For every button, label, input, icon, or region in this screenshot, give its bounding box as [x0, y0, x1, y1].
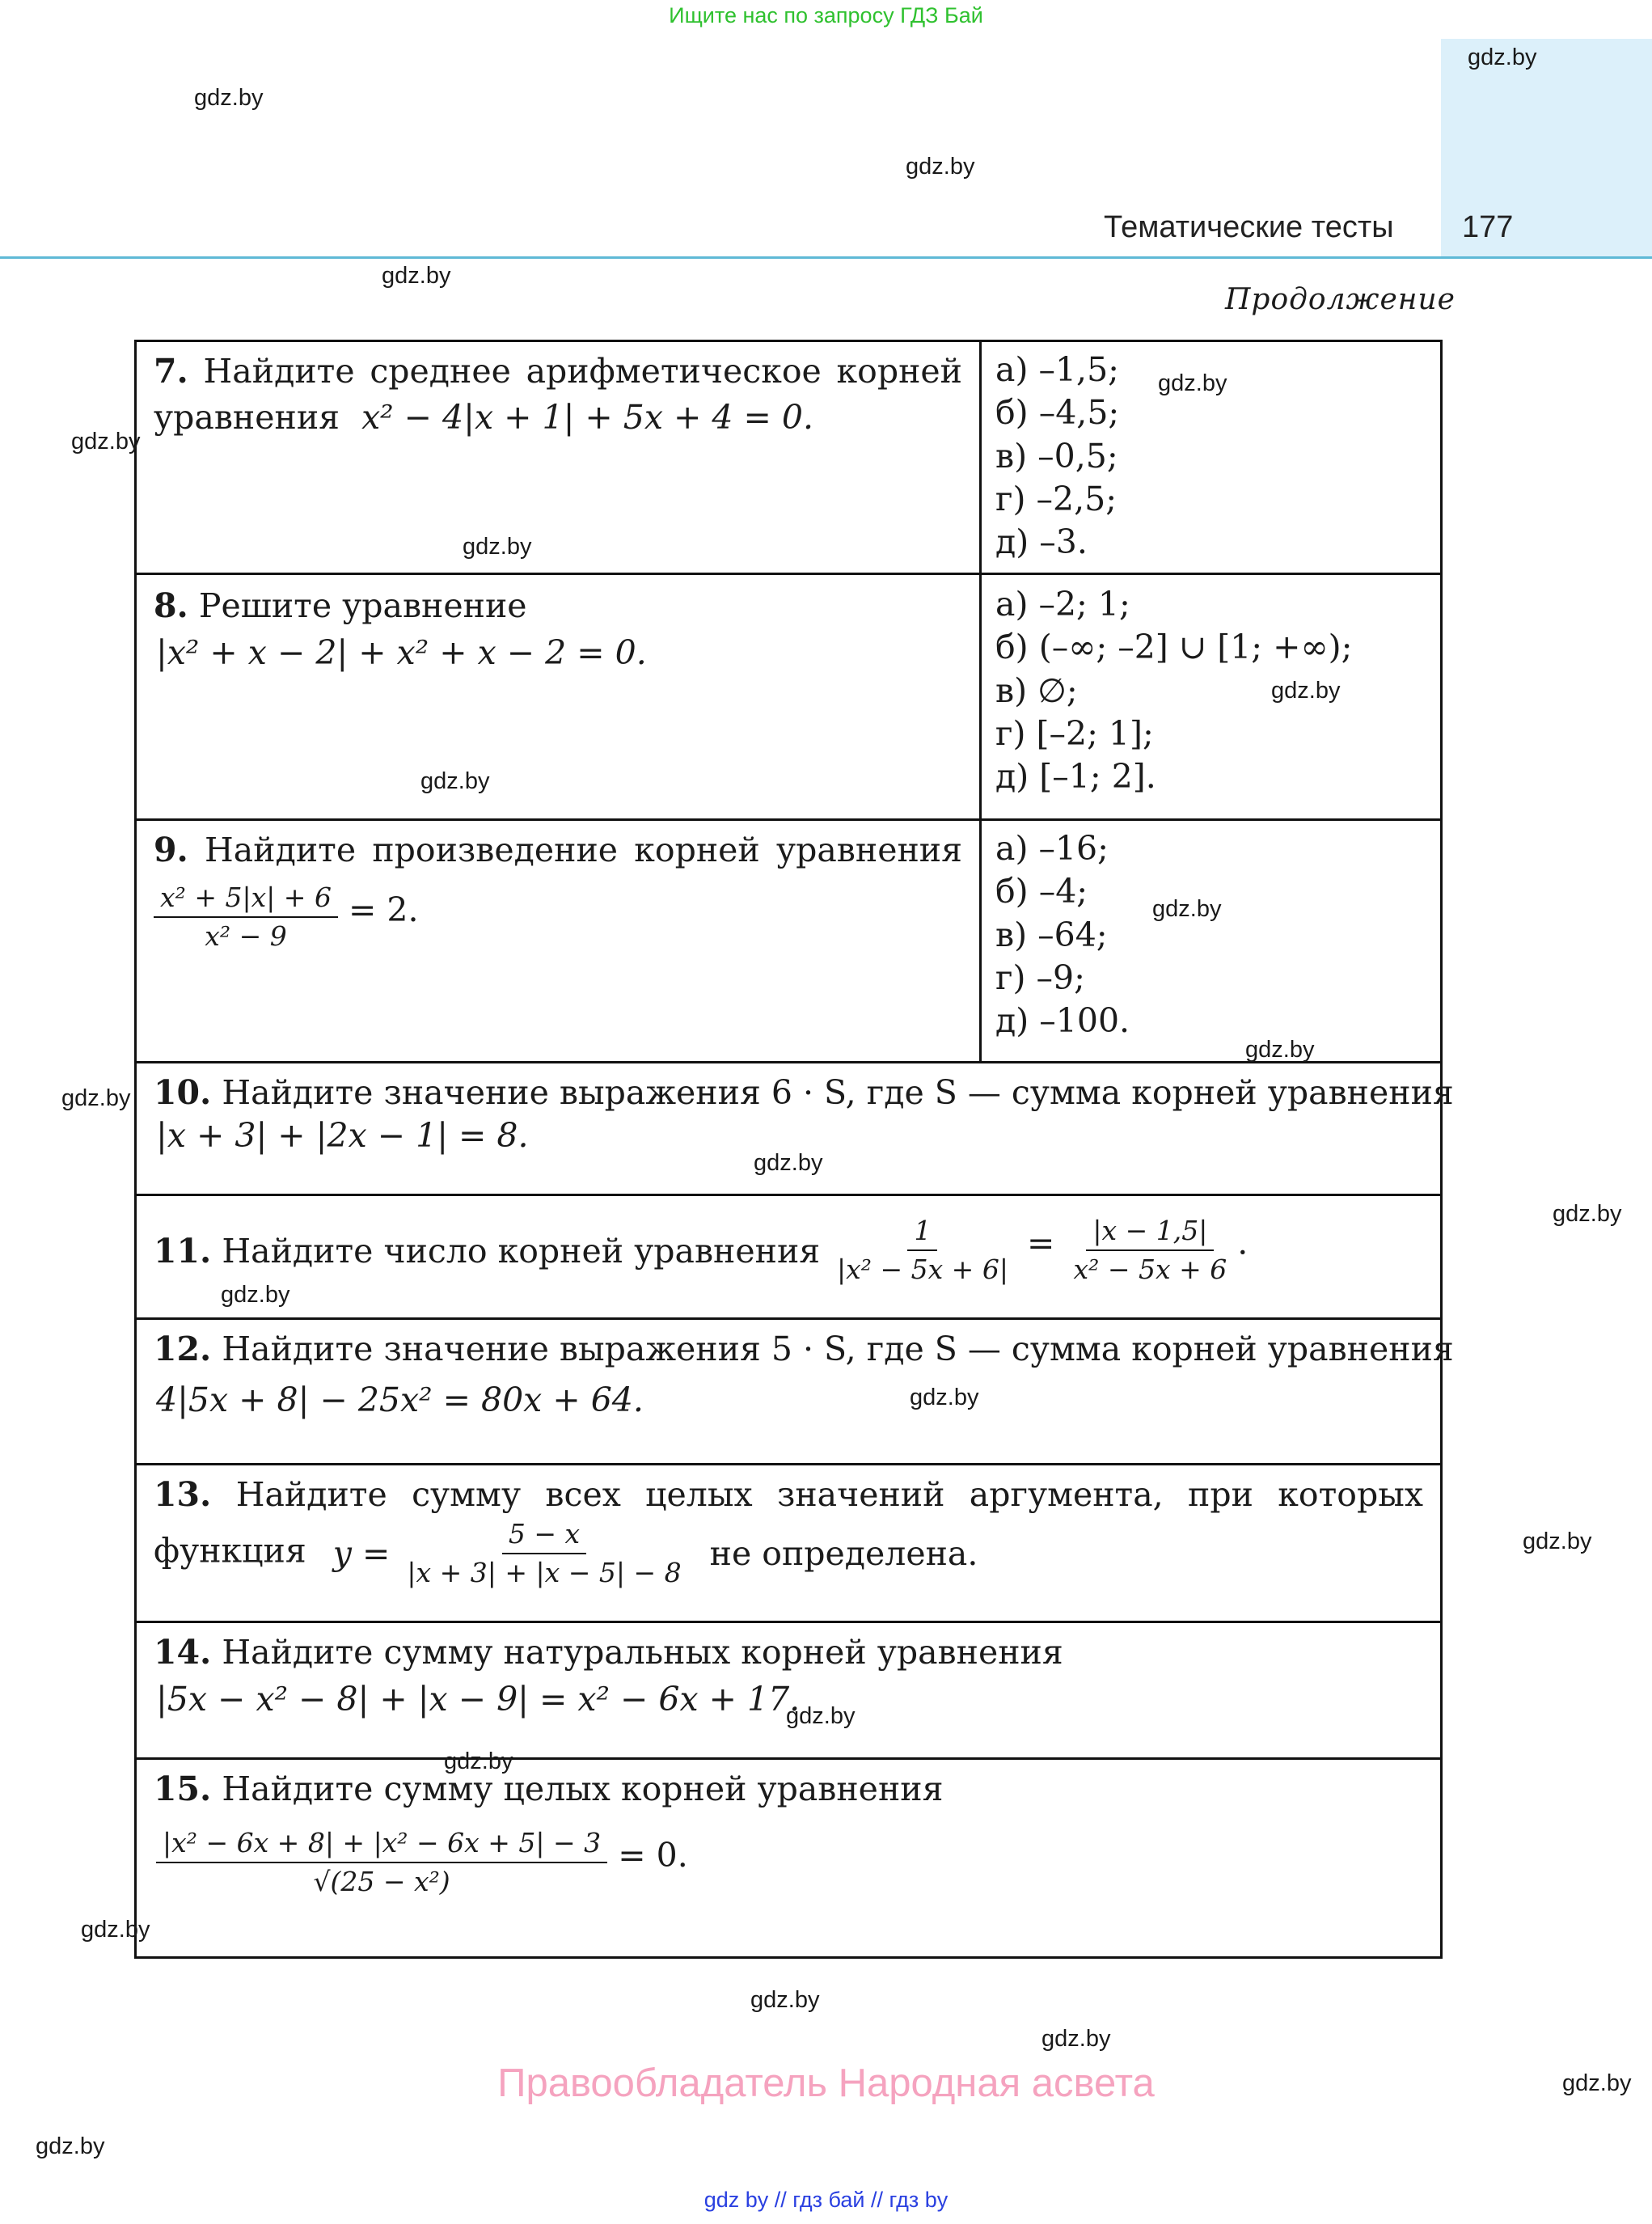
task-15 [137, 1760, 1440, 1958]
task-11 [137, 1196, 1440, 1317]
equation: x² − 4|x + 1| + 5x + 4 = 0. [361, 398, 814, 437]
fraction [830, 1212, 1015, 1288]
fraction-numerator: x² + 5|x| + 6 [154, 879, 338, 918]
fraction-denominator: |x² − 5x + 6| [837, 1254, 1008, 1285]
answer-option: а) –2; 1; [995, 585, 1130, 624]
task-text: Найдите сумму всех целых значений аргумента, при которых [235, 1475, 1423, 1514]
answer-option: в) ∅; [995, 670, 1078, 710]
task-text: Найдите сумму натуральных корней уравнения [222, 1633, 1063, 1672]
answer-option: а) –16; [995, 829, 1109, 868]
fraction-denominator: x² − 5x + 6 [1073, 1254, 1227, 1285]
answer-option: б) –4,5; [995, 393, 1120, 433]
fraction-numerator: |x − 1,5| [1086, 1212, 1214, 1251]
task-number: 11. [154, 1232, 212, 1271]
equation: |x² + x − 2| + x² + x − 2 = 0. [156, 633, 647, 672]
task-number: 14. [154, 1633, 212, 1672]
task-text: Найдите значение выражения 6 · S, где S — сумма корней уравнения [222, 1073, 1454, 1112]
watermark: gdz.by [906, 154, 975, 180]
watermark: gdz.by [1468, 44, 1537, 70]
task-text: уравнения [154, 398, 340, 437]
answer-option: в) –64; [995, 915, 1108, 954]
task-7 [137, 342, 979, 573]
task-13 [137, 1465, 1440, 1621]
watermark: gdz.by [444, 1748, 513, 1774]
header-divider [0, 256, 1652, 259]
task-9-options [995, 827, 1130, 1042]
answer-option: б) –4; [995, 872, 1088, 911]
task-text: не определена. [709, 1534, 978, 1573]
watermark: gdz.by [81, 1917, 150, 1943]
task-13-line2 [154, 1516, 978, 1592]
watermark: gdz.by [910, 1385, 979, 1410]
task-11-line1 [154, 1228, 820, 1275]
watermark: gdz.by [420, 768, 490, 794]
equation: |x + 3| + |2x − 1| = 8. [156, 1116, 529, 1155]
answer-option: д) –100. [995, 1001, 1130, 1041]
task-9-line1 [154, 827, 962, 873]
task-text: Найдите число корней уравнения [222, 1232, 821, 1271]
task-15-line1 [154, 1766, 943, 1812]
fraction [400, 1516, 687, 1592]
fraction [154, 879, 338, 955]
section-title: Тематические тесты [1104, 210, 1394, 244]
task-number: 12. [154, 1330, 212, 1368]
equation-tail: = 2. [349, 890, 419, 929]
task-7-line1 [154, 349, 962, 395]
period: . [1237, 1223, 1249, 1262]
watermark: gdz.by [71, 429, 141, 455]
continuation-label: Продолжение [1225, 283, 1456, 316]
task-number: 9. [154, 831, 188, 869]
footer-links[interactable]: gdz by // гдз бай // гдз by [703, 2188, 949, 2212]
watermark: gdz.by [36, 2133, 105, 2159]
answer-option: г) –9; [995, 958, 1085, 997]
answer-option: г) [–2; 1]; [995, 713, 1154, 753]
task-14 [137, 1623, 1440, 1757]
task-text: Найдите значение выражения 5 · S, где S — сумма корней уравнения [222, 1330, 1454, 1368]
task-text: Решите уравнение [198, 586, 527, 625]
task-number: 10. [154, 1073, 212, 1112]
watermark: gdz.by [1158, 370, 1227, 396]
answer-option: в) –0,5; [995, 436, 1118, 476]
watermark: gdz.by [1271, 678, 1341, 704]
task-7-options [995, 349, 1119, 564]
task-11-equation [830, 1212, 1248, 1288]
watermark: gdz.by [754, 1150, 823, 1176]
task-12-line1 [154, 1326, 1454, 1372]
watermark: gdz.by [786, 1703, 856, 1729]
watermark: gdz.by [221, 1282, 290, 1308]
task-number: 7. [154, 352, 188, 391]
fraction-denominator: √(25 − x²) [313, 1866, 450, 1897]
task-number: 13. [154, 1475, 212, 1514]
task-15-equation [156, 1824, 688, 1901]
watermark: gdz.by [1152, 896, 1222, 922]
watermark: gdz.by [1562, 2070, 1632, 2096]
task-number: 15. [154, 1769, 212, 1808]
task-8 [137, 575, 979, 818]
equation: |5x − x² − 8| + |x − 9| = x² − 6x + 17. [156, 1680, 801, 1719]
task-text: Найдите произведение корней уравнения [205, 831, 962, 869]
watermark: gdz.by [1523, 1528, 1592, 1554]
rights-holder-notice: Правообладатель Народная асвета [497, 2061, 1155, 2105]
top-banner-link[interactable]: Ищите нас по запросу ГДЗ Бай [669, 3, 983, 27]
task-10-line1 [154, 1070, 1454, 1116]
fraction-denominator: |x + 3| + |x − 5| − 8 [407, 1557, 682, 1588]
task-text: Найдите среднее арифметическое корней [203, 352, 962, 391]
watermark: gdz.by [463, 534, 532, 560]
task-text: Найдите сумму целых корней уравнения [222, 1769, 944, 1808]
answer-option: б) (–∞; –2] ∪ [1; +∞); [995, 628, 1353, 667]
task-9 [137, 821, 979, 1060]
task-7-line2 [154, 395, 813, 441]
answer-option: д) [–1; 2]. [995, 757, 1156, 797]
equals-sign: = [1027, 1223, 1055, 1262]
watermark: gdz.by [1245, 1037, 1315, 1063]
answer-option: д) –3. [995, 522, 1088, 562]
fraction-numerator: 5 − x [502, 1516, 586, 1554]
equation: 4|5x + 8| − 25x² = 80x + 64. [156, 1380, 644, 1419]
function-lhs: y = [332, 1534, 391, 1573]
task-8-line1 [154, 583, 527, 629]
fraction-numerator: |x² − 6x + 8| + |x² − 6x + 5| − 3 [156, 1824, 607, 1863]
watermark: gdz.by [382, 263, 451, 289]
page-number: 177 [1462, 210, 1514, 244]
watermark: gdz.by [1553, 1201, 1622, 1227]
task-12 [137, 1320, 1454, 1463]
task-number: 8. [154, 586, 188, 625]
task-9-equation [154, 879, 419, 955]
fraction [156, 1824, 607, 1901]
fraction-denominator: x² − 9 [205, 920, 287, 952]
column-divider [979, 342, 982, 1061]
watermark: gdz.by [194, 85, 264, 111]
answer-option: а) –1,5; [995, 350, 1119, 389]
watermark: gdz.by [1041, 2026, 1111, 2052]
fraction [1067, 1212, 1234, 1288]
task-text: функция [154, 1531, 306, 1571]
watermark: gdz.by [750, 1987, 820, 2013]
fraction-numerator: 1 [907, 1212, 937, 1251]
equation-tail: = 0. [618, 1835, 688, 1875]
task-14-line1 [154, 1630, 1063, 1676]
watermark: gdz.by [61, 1085, 131, 1111]
task-13-line1 [154, 1472, 1423, 1518]
answer-option: г) –2,5; [995, 479, 1118, 518]
